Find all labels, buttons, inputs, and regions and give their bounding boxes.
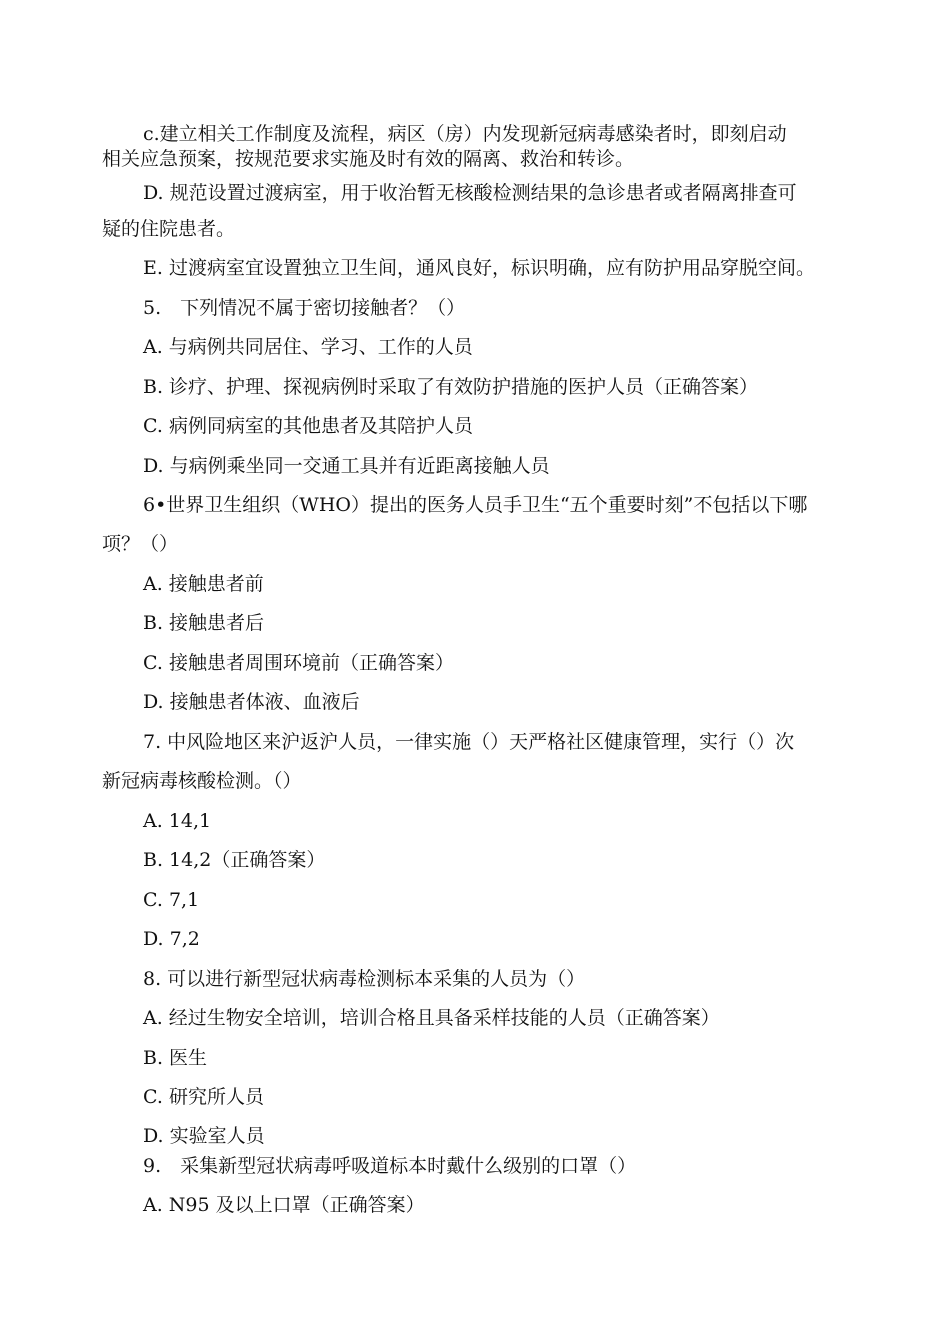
question-5: 5. 下列情况不属于密切接触者？（）	[143, 297, 466, 319]
q5-option-a: A. 与病例共同居住、学习、工作的人员	[143, 336, 473, 358]
q6-option-c: C. 接触患者周围环境前（正确答案）	[143, 652, 454, 674]
question-7-line-2: 新冠病毒核酸检测。（）	[102, 770, 302, 792]
text-line-4c-2: 相关应急预案，按规范要求实施及时有效的隔离、救治和转诊。	[102, 148, 635, 170]
q7-option-d: D. 7,2	[143, 928, 200, 950]
q8-option-a: A. 经过生物安全培训，培训合格且具备采样技能的人员（正确答案）	[143, 1007, 720, 1029]
q5-option-b: B. 诊疗、护理、探视病例时采取了有效防护措施的医护人员（正确答案）	[143, 376, 759, 398]
q7-option-b: B. 14,2（正确答案）	[143, 849, 326, 871]
text-line-4e: E. 过渡病室宜设置独立卫生间，通风良好，标识明确，应有防护用品穿脱空间。	[143, 257, 815, 279]
q6-option-b: B. 接触患者后	[143, 612, 265, 634]
question-8: 8. 可以进行新型冠状病毒检测标本采集的人员为（）	[143, 968, 586, 990]
q8-option-c: C. 研究所人员	[143, 1086, 264, 1108]
q6-option-a: A. 接触患者前	[143, 573, 264, 595]
q9-option-a: A. N95 及以上口罩（正确答案）	[143, 1194, 425, 1216]
question-6-line-2: 项？（）	[102, 533, 179, 555]
text-line-4c-1: c.建立相关工作制度及流程，病区（房）内发现新冠病毒感染者时，即刻启动	[143, 123, 787, 145]
question-9: 9. 采集新型冠状病毒呼吸道标本时戴什么级别的口罩（）	[143, 1155, 637, 1177]
q5-option-d: D. 与病例乘坐同一交通工具并有近距离接触人员	[143, 455, 550, 477]
q5-option-c: C. 病例同病室的其他患者及其陪护人员	[143, 415, 473, 437]
question-7-line-1: 7. 中风险地区来沪返沪人员，一律实施（）天严格社区健康管理，实行（）次	[143, 731, 795, 753]
q8-option-b: B. 医生	[143, 1047, 208, 1069]
question-6-line-1: 6•世界卫生组织（WHO）提出的医务人员手卫生“五个重要时刻”不包括以下哪	[143, 494, 808, 516]
text-line-4d-1: D. 规范设置过渡病室，用于收治暂无核酸检测结果的急诊患者或者隔离排查可	[143, 182, 797, 204]
q6-option-d: D. 接触患者体液、血液后	[143, 691, 360, 713]
q8-option-d: D. 实验室人员	[143, 1125, 265, 1147]
text-line-4d-2: 疑的住院患者。	[102, 218, 236, 240]
q7-option-a: A. 14,1	[143, 810, 212, 832]
q7-option-c: C. 7,1	[143, 889, 200, 911]
